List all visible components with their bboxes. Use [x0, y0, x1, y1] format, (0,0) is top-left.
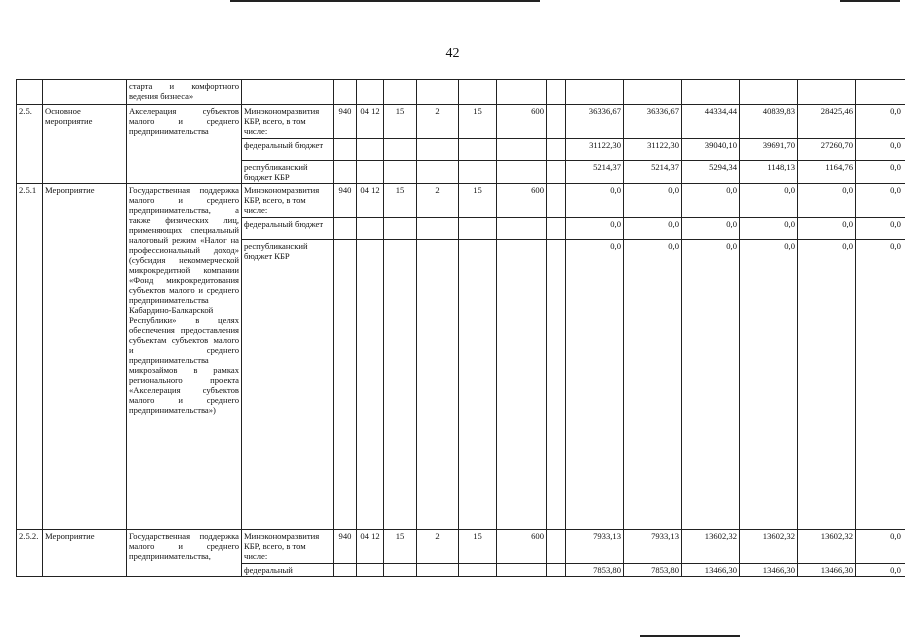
cell-value: 0,0: [740, 218, 798, 240]
cell-value: 5214,37: [566, 161, 624, 184]
table-row: [17, 530, 905, 564]
cell-code1: 15: [384, 184, 417, 218]
cell-value: 28425,46: [798, 105, 856, 139]
cell-value: 0,0: [856, 139, 905, 161]
budget-table: [16, 79, 905, 577]
cell-executor: республиканский бюджет КБР: [242, 240, 334, 530]
cell-code1: 15: [384, 105, 417, 139]
cell-value: 0,0: [682, 240, 740, 530]
cell-value: 7933,13: [566, 530, 624, 564]
cell-value: 0,0: [856, 105, 905, 139]
cell-code3: 15: [459, 530, 497, 564]
cell-executor: федеральный: [242, 564, 334, 577]
top-rule-left: [230, 0, 540, 2]
top-rule-right: [840, 0, 900, 2]
cell-code1: 15: [384, 530, 417, 564]
cell-rz: 04 12: [357, 184, 384, 218]
cell-value: 0,0: [624, 218, 682, 240]
cell-activity: Акселерация субъектов малого и среднего предпринимательства: [127, 105, 242, 184]
cell-value: 39040,10: [682, 139, 740, 161]
cell-value: 13602,32: [798, 530, 856, 564]
cell-value: 0,0: [798, 184, 856, 218]
cell-status: [43, 80, 127, 105]
cell-value: 13466,30: [682, 564, 740, 577]
cell-value: 0,0: [856, 240, 905, 530]
cell-value: 0,0: [624, 240, 682, 530]
cell-value: 0,0: [682, 218, 740, 240]
cell-executor: Минэкономразвития КБР, всего, в том числе:: [242, 105, 334, 139]
cell-code2: 2: [417, 105, 459, 139]
cell-value: 13466,30: [740, 564, 798, 577]
cell-code3: 15: [459, 184, 497, 218]
cell-grbs: 940: [334, 530, 357, 564]
cell-executor: Минэкономразвития КБР, всего, в том числе:: [242, 530, 334, 564]
cell-value: 27260,70: [798, 139, 856, 161]
cell-value: 1164,76: [798, 161, 856, 184]
table-row: [17, 80, 905, 105]
cell-executor: Минэкономразвития КБР, всего, в том числе:: [242, 184, 334, 218]
cell-value: 0,0: [740, 184, 798, 218]
cell-no: 2.5.1: [17, 184, 43, 530]
table-row: [17, 105, 905, 139]
cell-activity: Государственная поддержка малого и среднего предпринимательства,: [127, 530, 242, 577]
cell-grbs: 940: [334, 184, 357, 218]
cell-value: 0,0: [856, 218, 905, 240]
cell-value: 0,0: [856, 530, 905, 564]
cell-activity: Государственная поддержка малого и среднего предпринимательства, а также физических лиц, применяющих специальный налоговый режим «Налог на профессиональный доход» (субсидия некоммерческой микрокредитной компании «Фонд микрокредитования субъектов малого и среднего предпринимательства Кабардино-Балкарской Республики» в целях обеспечения предоставления субъектам субъектов малого и среднего предпринимательства микрозаймов в рамках регионального проекта «Акселерация субъектов малого и среднего предпринимательства»): [127, 184, 242, 530]
cell-no: [17, 80, 43, 105]
cell-value: 0,0: [624, 184, 682, 218]
cell-code2: 2: [417, 530, 459, 564]
page-number: 42: [445, 46, 460, 61]
cell-value: 31122,30: [566, 139, 624, 161]
cell-value: 7933,13: [624, 530, 682, 564]
cell-value: 13602,32: [682, 530, 740, 564]
cell-code2: 2: [417, 184, 459, 218]
cell-value: 0,0: [798, 218, 856, 240]
bottom-rule: [640, 635, 740, 637]
cell-status: Основное мероприятие: [43, 105, 127, 184]
cell-value: 5214,37: [624, 161, 682, 184]
cell-value: 0,0: [856, 161, 905, 184]
cell-code3: 15: [459, 105, 497, 139]
cell-executor: республиканский бюджет КБР: [242, 161, 334, 184]
cell-value: 0,0: [798, 240, 856, 530]
cell-value: 31122,30: [624, 139, 682, 161]
cell-value: 0,0: [566, 240, 624, 530]
cell-no: 2.5.: [17, 105, 43, 184]
cell-value: 7853,80: [566, 564, 624, 577]
cell-value: 0,0: [856, 184, 905, 218]
cell-value: 13602,32: [740, 530, 798, 564]
cell-value: 39691,70: [740, 139, 798, 161]
cell-value: 1148,13: [740, 161, 798, 184]
cell-value: 13466,30: [798, 564, 856, 577]
cell-value: 0,0: [566, 184, 624, 218]
cell-value: 36336,67: [566, 105, 624, 139]
cell-status: Мероприятие: [43, 530, 127, 577]
cell-rz: 04 12: [357, 530, 384, 564]
cell-executor: федеральный бюджет: [242, 139, 334, 161]
cell-vr: 600: [497, 105, 547, 139]
cell-value: 0,0: [682, 184, 740, 218]
cell-vr: 600: [497, 184, 547, 218]
cell-value: 44334,44: [682, 105, 740, 139]
cell-rz: 04 12: [357, 105, 384, 139]
table-row: [17, 184, 905, 218]
cell-value: 5294,34: [682, 161, 740, 184]
cell-value: 0,0: [566, 218, 624, 240]
cell-value: 0,0: [740, 240, 798, 530]
cell-executor: федеральный бюджет: [242, 218, 334, 240]
cell-status: Мероприятие: [43, 184, 127, 530]
cell-activity: старта и комфортного ведения бизнеса»: [127, 80, 242, 105]
cell-no: 2.5.2.: [17, 530, 43, 577]
cell-grbs: 940: [334, 105, 357, 139]
cell-vr: 600: [497, 530, 547, 564]
cell-value: 0,0: [856, 564, 905, 577]
cell-value: 36336,67: [624, 105, 682, 139]
cell-value: 7853,80: [624, 564, 682, 577]
cell-value: 40839,83: [740, 105, 798, 139]
